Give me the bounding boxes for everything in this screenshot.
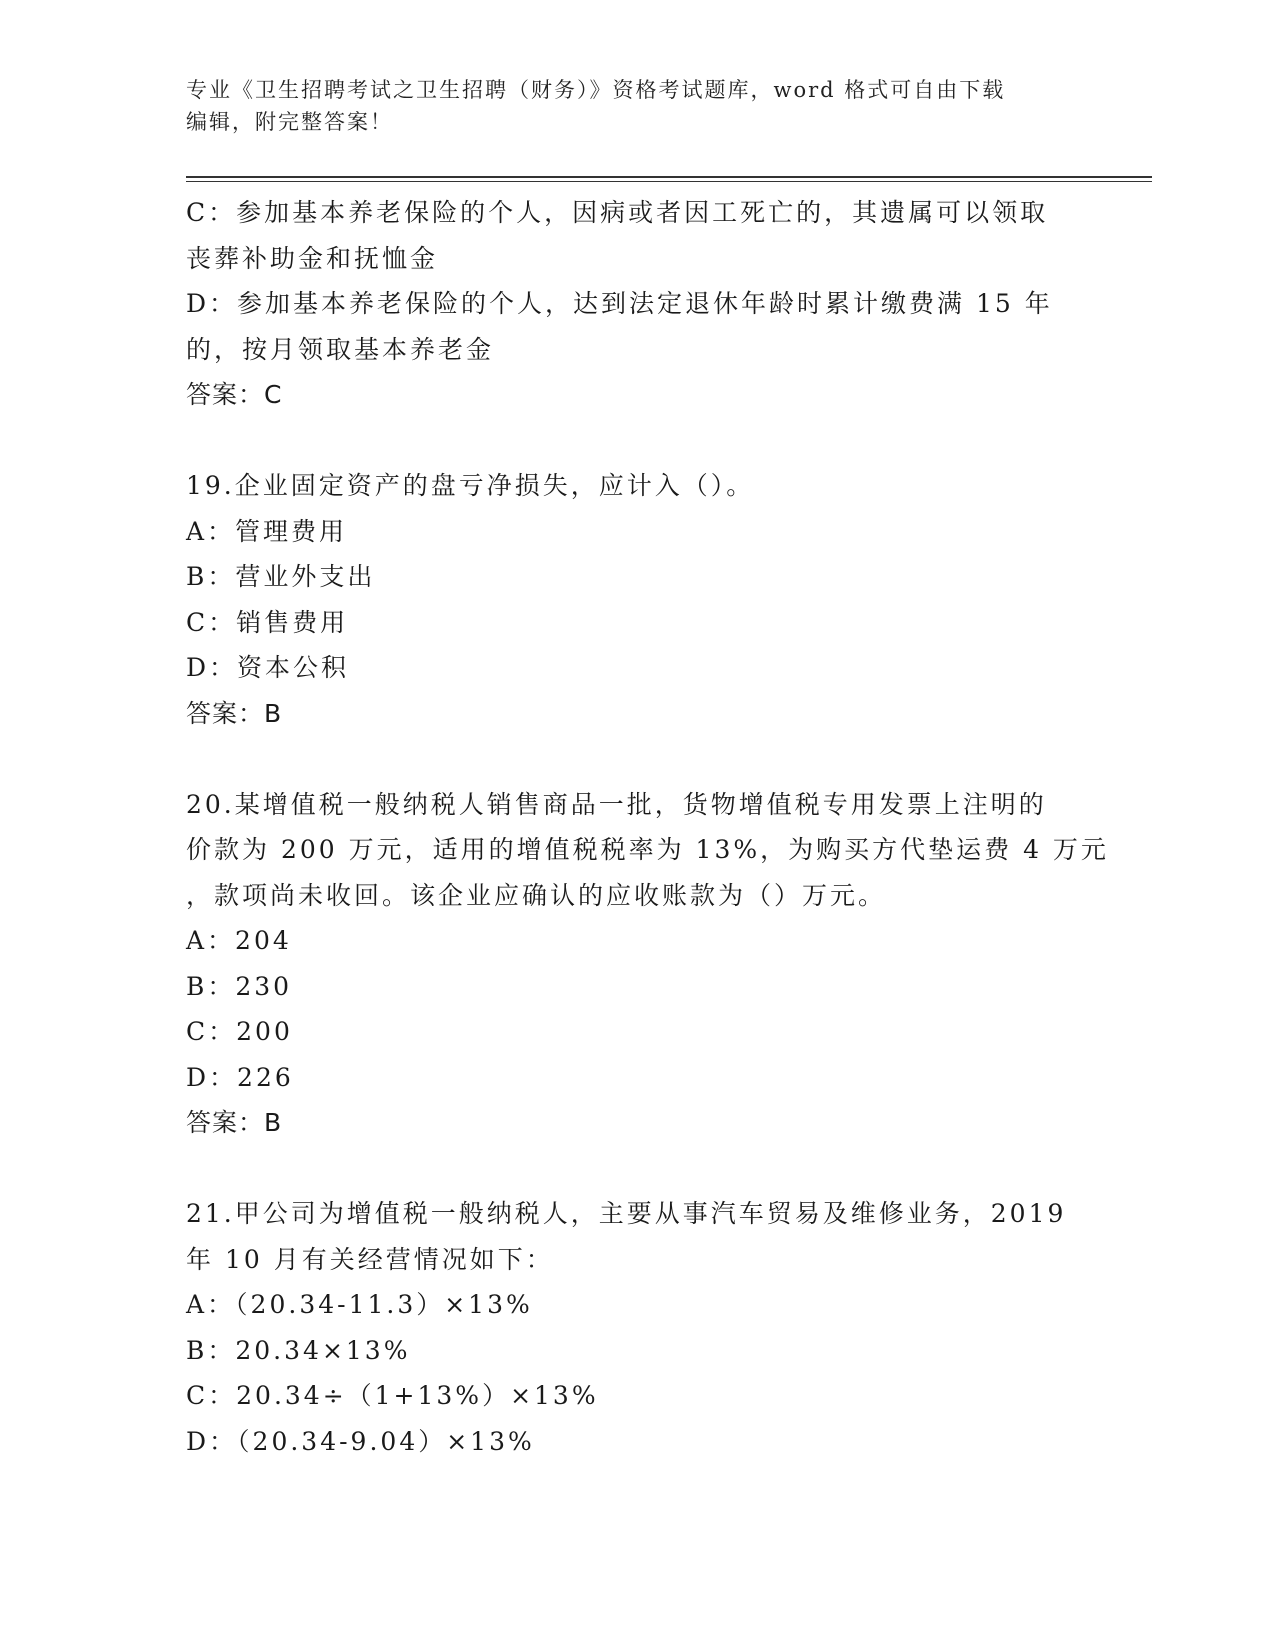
- q19-option-c: C：销售费用: [186, 607, 349, 637]
- q18-answer: 答案：C: [186, 380, 283, 409]
- q21-question-line-1: 21.甲公司为增值税一般纳税人，主要从事汽车贸易及维修业务，2019: [186, 1199, 1067, 1228]
- header-divider-thick: [186, 176, 1152, 178]
- q18-option-c-line-2: 丧葬补助金和抚恤金: [186, 243, 439, 273]
- header-title-line-2: 编辑，附完整答案！: [186, 110, 393, 134]
- q19-answer: 答案：B: [186, 698, 283, 728]
- q19-question-text: 19.企业固定资产的盘亏净损失，应计入（）。: [186, 471, 755, 500]
- q19-option-b: B：营业外支出: [186, 562, 376, 591]
- spacer: [186, 736, 1086, 782]
- q19-option-d: D：资本公积: [186, 653, 350, 682]
- question-19-block: [186, 463, 1086, 736]
- q21-option-d: D：（20.34-9.04）×13%: [186, 1426, 535, 1456]
- q21-option-c: C：20.34÷（1+13%）×13%: [186, 1381, 599, 1410]
- question-21-block: [186, 1191, 1086, 1464]
- q20-question-line-1: 20.某增值税一般纳税人销售商品一批，货物增值税专用发票上注明的: [186, 789, 1047, 819]
- q20-option-b: B：230: [186, 971, 293, 1001]
- q20-option-c: C：200: [186, 1017, 293, 1046]
- q20-option-a: A：204: [186, 926, 292, 955]
- spacer: [186, 1146, 1086, 1192]
- q19-option-a: A：管理费用: [186, 516, 348, 546]
- q20-option-d: D：226: [186, 1062, 294, 1092]
- question-20-block: [186, 782, 1109, 1146]
- header-title-line-1: 专业《卫生招聘考试之卫生招聘（财务）》资格考试题库，word 格式可自由下载: [186, 78, 1006, 102]
- q18-option-d-line-1: D：参加基本养老保险的个人，达到法定退休年龄时累计缴费满 15 年: [186, 289, 1053, 318]
- document-body: [186, 190, 1109, 1464]
- document-header: [186, 74, 1086, 138]
- q18-option-c-line-1: C：参加基本养老保险的个人，因病或者因工死亡的，其遗属可以领取: [186, 198, 1049, 227]
- question-18-block: [186, 190, 1086, 418]
- header-divider-thin: [186, 181, 1152, 182]
- spacer: [186, 418, 1086, 464]
- q21-option-a: A：（20.34-11.3）×13%: [186, 1290, 533, 1319]
- q21-option-b: B：20.34×13%: [186, 1335, 411, 1365]
- q18-option-d-line-2: 的，按月领取基本养老金: [186, 334, 495, 364]
- q20-question-line-3: ，款项尚未收回。该企业应确认的应收账款为（）万元。: [186, 880, 887, 910]
- q21-question-line-2: 年 10 月有关经营情况如下：: [186, 1244, 554, 1274]
- q20-question-line-2: 价款为 200 万元，适用的增值税税率为 13%，为购买方代垫运费 4 万元: [186, 835, 1109, 864]
- q20-answer: 答案：B: [186, 1108, 283, 1137]
